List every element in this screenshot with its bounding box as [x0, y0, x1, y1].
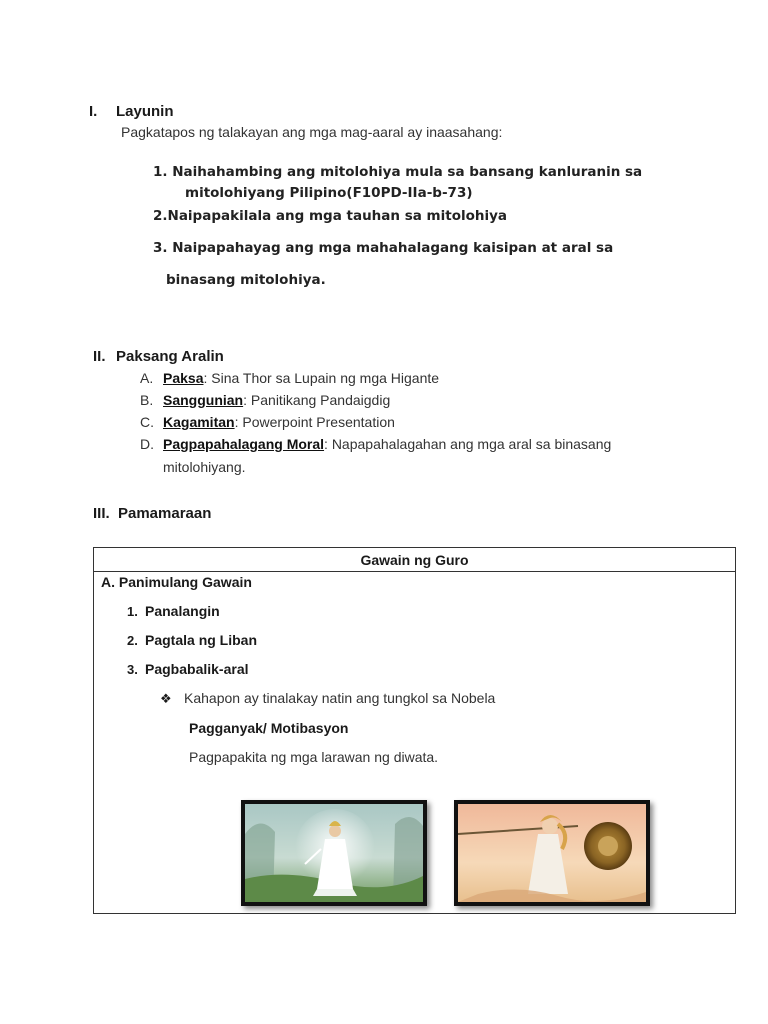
motivation-title: Pagganyak/ Motibasyon — [189, 720, 349, 736]
pagpapahalagang-moral-continuation: mitolohiyang. — [163, 459, 246, 475]
item-letter: C. — [140, 414, 154, 430]
panimulang-gawain-heading: A. Panimulang Gawain — [101, 574, 252, 590]
step-pagtala-ng-liban — [127, 632, 257, 650]
item-letter: A. — [140, 370, 154, 386]
diwata-image-2 — [454, 800, 650, 906]
item-letter: B. — [140, 392, 154, 408]
bullet-text: Kahapon ay tinalakay natin ang tungkol sa Nobela — [184, 690, 496, 706]
item-text: : Napapahalagahan ang mga aral sa binasang — [324, 436, 612, 452]
section-1-intro: Pagkatapos ng talakayan ang mga mag-aaral ay inaasahang: — [121, 124, 503, 140]
diwata-forest-illustration — [245, 804, 423, 902]
step-label: Panalangin — [145, 603, 220, 619]
item-text: : Panitikang Pandaigdig — [243, 392, 391, 408]
step-pagbabalik-aral — [127, 661, 249, 679]
paksa-item — [140, 370, 439, 388]
step-number: 3. — [127, 662, 138, 677]
sanggunian-item — [140, 392, 390, 410]
pagpapahalagang-moral-item — [140, 436, 611, 454]
gawain-table — [93, 547, 736, 914]
section-2-numeral: II. — [93, 348, 106, 365]
item-letter: D. — [140, 436, 154, 452]
motivation-text: Pagpapakita ng mga larawan ng diwata. — [189, 749, 439, 765]
section-1-numeral: I. — [89, 103, 98, 120]
section-1-title: Layunin — [116, 103, 174, 120]
diamond-bullet-icon: ❖ — [160, 692, 172, 707]
item-label: Paksa — [163, 370, 204, 386]
step-number: 1. — [127, 604, 138, 619]
item-text: : Sina Thor sa Lupain ng mga Higante — [203, 370, 440, 386]
item-text: : Powerpoint Presentation — [234, 414, 395, 430]
objective-3-line1: 3. Naipapahayag ang mga mahahalagang kaisipan at aral sa — [153, 240, 614, 256]
section-3-title: Pamamaraan — [118, 505, 212, 522]
diwata-warrior-illustration — [458, 804, 646, 902]
item-label: Kagamitan — [163, 414, 235, 430]
step-label: Pagtala ng Liban — [145, 632, 258, 648]
section-2-title: Paksang Aralin — [116, 348, 224, 365]
objective-1-line2: mitolohiyang Pilipino(F10PD-IIa-b-73) — [185, 185, 473, 201]
objective-1-line1: 1. Naihahambing ang mitolohiya mula sa bansang kanluranin sa — [153, 164, 643, 180]
objective-2: 2.Naipapakilala ang mga tauhan sa mitolohiya — [153, 208, 508, 224]
item-label: Pagpapahalagang Moral — [163, 436, 325, 452]
section-3-numeral: III. — [93, 505, 110, 522]
step-label: Pagbabalik-aral — [145, 661, 249, 677]
diwata-image-1 — [241, 800, 427, 906]
objective-3-line2: binasang mitolohiya. — [166, 272, 326, 288]
bullet-item — [160, 690, 495, 708]
step-number: 2. — [127, 633, 138, 648]
kagamitan-item — [140, 414, 395, 432]
table-header: Gawain ng Guro — [94, 548, 735, 572]
step-panalangin — [127, 603, 220, 621]
item-label: Sanggunian — [163, 392, 244, 408]
